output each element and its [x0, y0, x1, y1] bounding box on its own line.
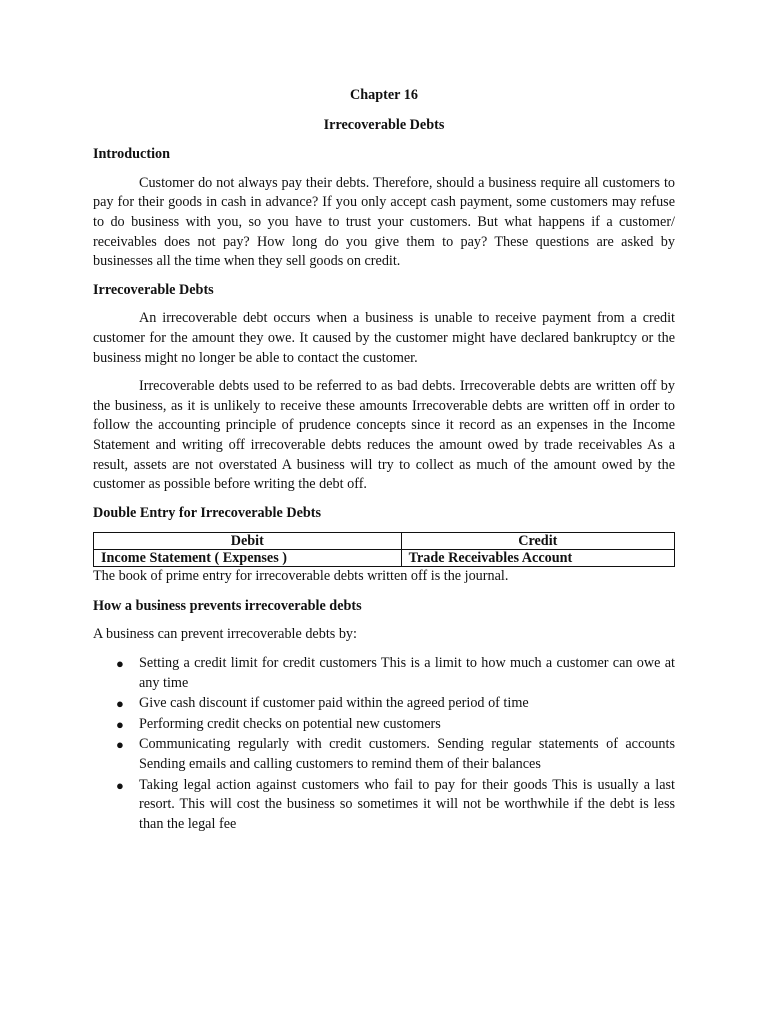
bullet-icon: ●: [116, 656, 124, 672]
chapter-heading: Chapter 16: [350, 87, 418, 103]
list-item-text: Performing credit checks on potential new customers: [139, 715, 441, 732]
irrecoverable-paragraph-1: An irrecoverable debt occurs when a business is unable to receive payment from a credit customer for the amount they owe. It caused by the customer might have declared bankruptcy or the business might no longer be able to contact the customer.: [93, 310, 675, 366]
list-item: [116, 654, 675, 693]
prevention-heading: How a business prevents irrecoverable debts: [93, 597, 362, 614]
credit-column-header: Credit: [401, 533, 674, 550]
prime-entry-note: The book of prime entry for irrecoverable debts written off is the journal.: [93, 568, 509, 585]
list-item-text: Setting a credit limit for credit customers This is a limit to how much a customer can owe at any time: [139, 655, 675, 691]
bullet-icon: ●: [116, 696, 124, 712]
list-item: [116, 735, 675, 774]
list-item: [116, 776, 675, 835]
bullet-icon: ●: [116, 716, 124, 732]
debit-cell: Income Statement ( Expenses ): [94, 550, 402, 567]
bullet-icon: ●: [116, 777, 124, 793]
debit-column-header: Debit: [94, 533, 402, 550]
list-item: [116, 715, 675, 735]
introduction-paragraph: Customer do not always pay their debts. Therefore, should a business require all customers to pay for their goods in cash in advance? If you only accept cash payment, some customers may refuse to do business with you, so you have to trust your customers. But what happens if a customer/ receivables does not pay? How long do you give them to pay? These questions are asked by businesses all the time when they sell goods on credit.: [93, 174, 675, 270]
double-entry-table: [93, 532, 675, 567]
document-title: Irrecoverable Debts: [323, 116, 445, 133]
document-page: [93, 86, 675, 835]
introduction-heading: Introduction: [93, 146, 170, 163]
list-item: [116, 694, 675, 714]
list-item-text: Taking legal action against customers who fail to pay for their goods This is usually a last resort. This will cost the business so sometimes it will not be worthwhile if the debt is less than the legal fee: [139, 776, 675, 832]
list-item-text: Give cash discount if customer paid within the agreed period of time: [139, 695, 529, 712]
table-header-row: [94, 533, 675, 550]
prevention-intro: A business can prevent irrecoverable debts by:: [93, 626, 357, 643]
credit-cell: Trade Receivables Account: [401, 550, 674, 567]
prevention-list: [93, 654, 675, 834]
irrecoverable-paragraph-2: Irrecoverable debts used to be referred to as bad debts. Irrecoverable debts are written off by the business, as it is unlikely to receive these amounts Irrecoverable debts are written off in order to follow the accounting principle of prudence concepts since it record as an expenses in the Income Statement and writing off irrecoverable debts reduces the amount owed by trade receivables As a result, assets are not overstated A business will try to collect as much of the amount owed by the customer as possible before writing the debt off.: [93, 378, 675, 493]
bullet-icon: ●: [116, 737, 124, 753]
irrecoverable-debts-heading: Irrecoverable Debts: [93, 281, 214, 298]
list-item-text: Communicating regularly with credit customers. Sending regular statements of accounts Sending emails and calling customers to remind them of their balances: [139, 736, 675, 773]
table-row: [94, 550, 675, 567]
double-entry-heading: Double Entry for Irrecoverable Debts: [93, 504, 322, 521]
